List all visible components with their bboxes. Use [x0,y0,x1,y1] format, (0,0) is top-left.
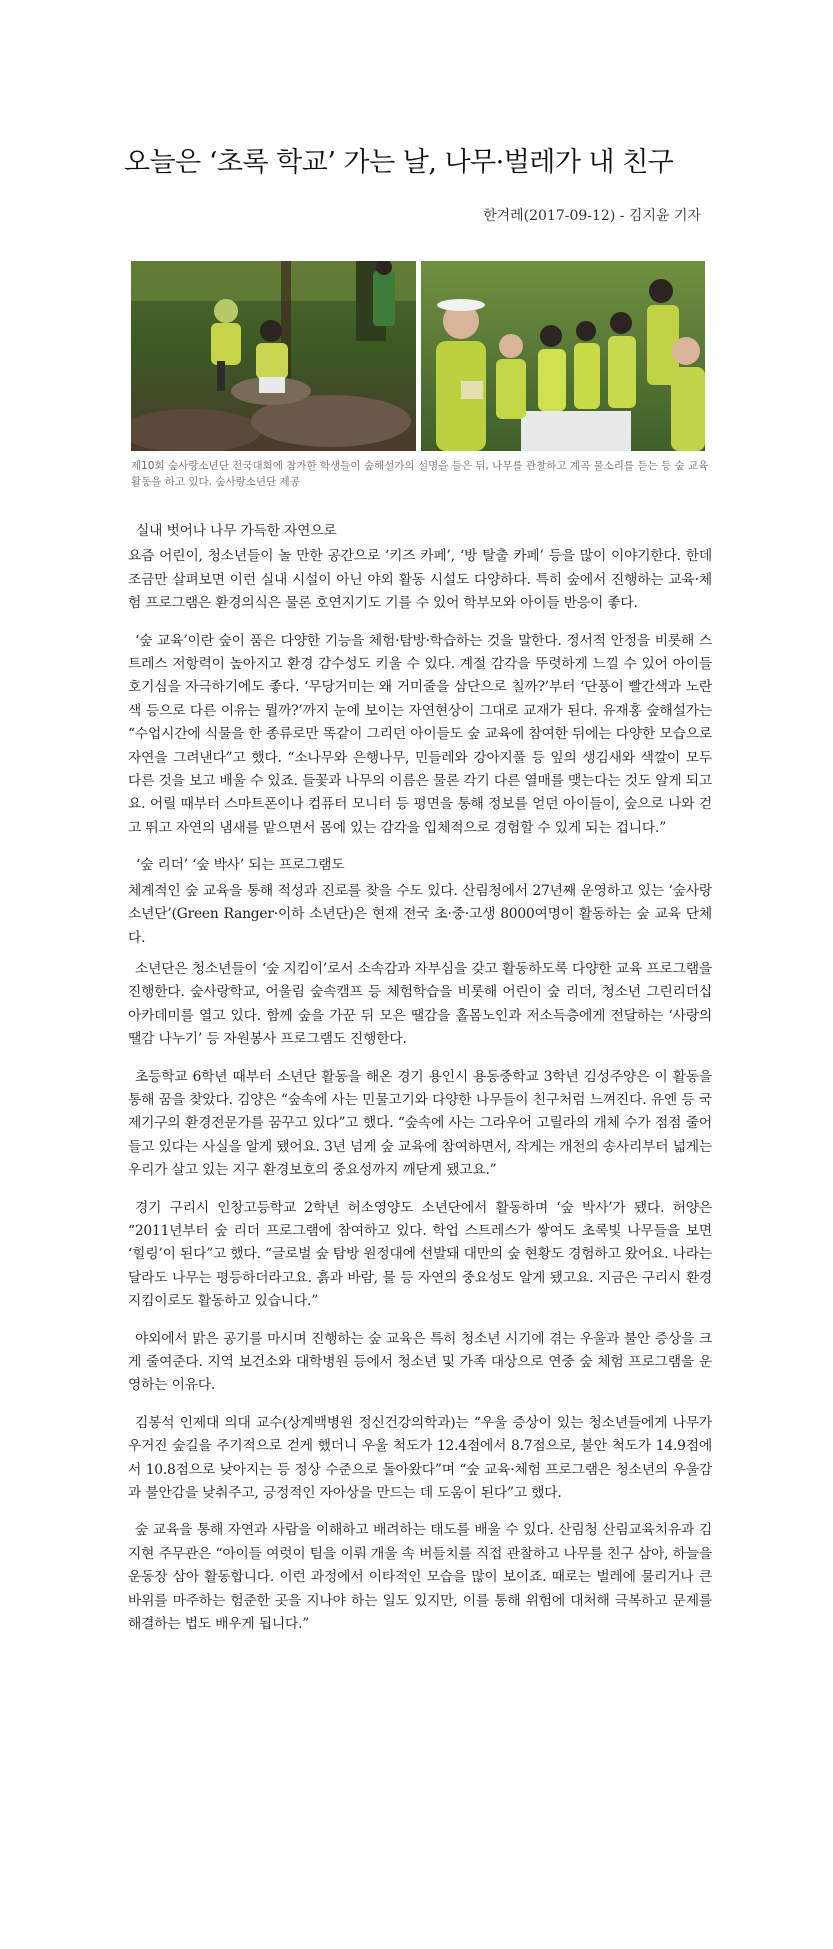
article-byline: 한겨레(2017-09-12) - 김지윤 기자 [483,208,701,224]
section-heading: ‘숲 리더’ ‘숲 박사’ 되는 프로그램도 [136,857,345,874]
photo-forest-guide [421,261,705,451]
article-title: 오늘은 ‘초록 학교’ 가는 날, 나무·벌레가 내 친구 [124,147,674,178]
paragraph: 초등학교 6학년 때부터 소년단 활동을 해온 경기 용인시 용동중학교 3학년 김성주양은 이 활동을 통해 꿈을 찾았다. 김양은 “숲속에 사는 민물고기와 다양한 나무들이 친구처럼 느껴진다. 유엔 등 국제기구의 환경전문가를 꿈꾸고 있다”고 했다. “숲속에 사는 그라우어 고릴라의 개체 수가 점점 줄어들고 있다는 사실을 알게 됐어요. 3년 넘게 숲 교육에 참여하면서, 작게는 개천의 송사리부터 넓게는 우리가 살고 있는 지구 환경보호의 중요성까지 깨닫게 됐고요.” [128,1068,712,1179]
section-heading: 실내 벗어나 나무 가득한 자연으로 [136,523,337,539]
photo-forest-stream [131,261,416,451]
article-body [128,520,712,1650]
paragraph: 경기 구리시 인창고등학교 2학년 허소영양도 소년단에서 활동하며 ‘숲 박사’가 됐다. 허양은 “2011년부터 숲 리더 프로그램에 참여하고 있다. 학업 스트레스가 쌓여도 초록빛 나무들을 보면 ‘힐링’이 된다”고 했다. “글로벌 숲 탐방 원정대에 선발돼 대만의 숲 현황도 경험하고 왔어요. 나라는 달라도 나무는 평등하더라고요. 흙과 바람, 물 등 자연의 중요성도 알게 됐고요. 지금은 구리시 환경지킴이로도 활동하고 있습니다.” [128,1199,712,1310]
article-photo [131,261,705,451]
paragraph: 김봉석 인제대 의대 교수(상계백병원 정신건강의학과)는 “우울 증상이 있는 청소년들에게 나무가 우거진 숲길을 주기적으로 걷게 했더니 우울 척도가 12.4점에서 8.7점으로, 불안 척도가 14.9점에서 10.8점으로 낮아지는 등 정상 수준으로 돌아왔다”며 “숲 교육·체험 프로그램은 청소년의 우울감과 불안감을 낮춰주고, 긍정적인 자아상을 만드는 데 도움이 된다”고 했다. [128,1414,712,1502]
paragraph: 요즘 어린이, 청소년들이 놀 만한 공간으로 ‘키즈 카페’, ‘방 탈출 카페’ 등을 많이 이야기한다. 한데 조금만 살펴보면 이런 실내 시설이 아닌 야외 활동 시설도 다양하다. 특히 숲에서 진행하는 교육·체험 프로그램은 환경의식은 물론 호연지기도 기를 수 있어 학부모와 아이들 반응이 좋다. [128,548,712,612]
paragraph: ‘숲 교육’이란 숲이 품은 다양한 기능을 체험·탐방·학습하는 것을 말한다. 정서적 안정을 비롯해 스트레스 저항력이 높아지고 환경 감수성도 키울 수 있다. 계절 감각을 뚜렷하게 느낄 수 있어 아이들 호기심을 자극하기에도 좋다. ‘무당거미는 왜 거미줄을 삼단으로 칠까?’부터 ‘단풍이 빨간색과 노란색 등으로 다른 이유는 뭘까?’까지 눈에 보이는 자연현상이 그대로 교재가 된다. 유재홍 숲해설가는 “수업시간에 식물을 한 종류로만 똑같이 그리던 아이들도 숲 교육에 참여한 뒤에는 다양한 모습으로 자연을 그려낸다”고 했다. “소나무와 은행나무, 민들레와 강아지풀 등 잎의 생김새와 색깔이 모두 다른 것을 보고 배울 수 있죠. 들꽃과 나무의 이름은 물론 각기 다른 열매를 맺는다는 것도 알게 되고요. 어릴 때부터 스마트폰이나 컴퓨터 모니터 등 평면을 통해 정보를 얻던 아이들이, 숲으로 나와 걷고 뛰고 자연의 냄새를 맡으면서 몸에 있는 감각을 입체적으로 경험할 수 있게 되는 겁니다.” [128,632,712,836]
paragraph: 숲 교육을 통해 자연과 사람을 이해하고 배려하는 태도를 배울 수 있다. 산림청 산림교육치유과 김지현 주무관은 “아이들 여럿이 팀을 이뤄 개울 속 버들치를 직접 관찰하고 나무를 친구 삼아, 하늘을 운동장 삼아 활동합니다. 이런 과정에서 이타적인 모습을 많이 보이죠. 때로는 벌레에 물리거나 큰 바위를 마주하는 험준한 곳을 지나야 하는 일도 있지만, 이를 통해 위험에 대처해 극복하고 문제를 해결하는 법도 배우게 됩니다.” [128,1522,712,1633]
paragraph: 야외에서 맑은 공기를 마시며 진행하는 숲 교육은 특히 청소년 시기에 겪는 우울과 불안 증상을 크게 줄여준다. 지역 보건소와 대학병원 등에서 청소년 및 가족 대상으로 연중 숲 체험 프로그램을 운영하는 이유다. [128,1330,712,1394]
paragraph: 체계적인 숲 교육을 통해 적성과 진로를 찾을 수도 있다. 산림청에서 27년째 운영하고 있는 ‘숲사랑소년단’(Green Ranger·이하 소년단)은 현재 전국 초·중·고생 8000여명이 활동하는 숲 교육 단체다. [128,882,712,946]
photo-caption: 제10회 숲사랑소년단 전국대회에 참가한 학생들이 숲해설가의 설명을 들은 뒤, 나무를 관찰하고 계곡 물소리를 듣는 등 숲 교육 활동을 하고 있다. 숲사랑소년단 제공 [131,460,709,488]
paragraph: 소년단은 청소년들이 ‘숲 지킴이’로서 소속감과 자부심을 갖고 활동하도록 다양한 교육 프로그램을 진행한다. 숲사랑학교, 어울림 숲속캠프 등 체험학습을 비롯해 어린이 숲 리더, 청소년 그린리더십 아카데미를 열고 있다. 함께 숲을 가꾼 뒤 모은 땔감을 홀몸노인과 저소득층에게 전달하는 ‘사랑의 땔감 나누기’ 등 자원봉사 프로그램도 진행한다. [128,960,712,1048]
